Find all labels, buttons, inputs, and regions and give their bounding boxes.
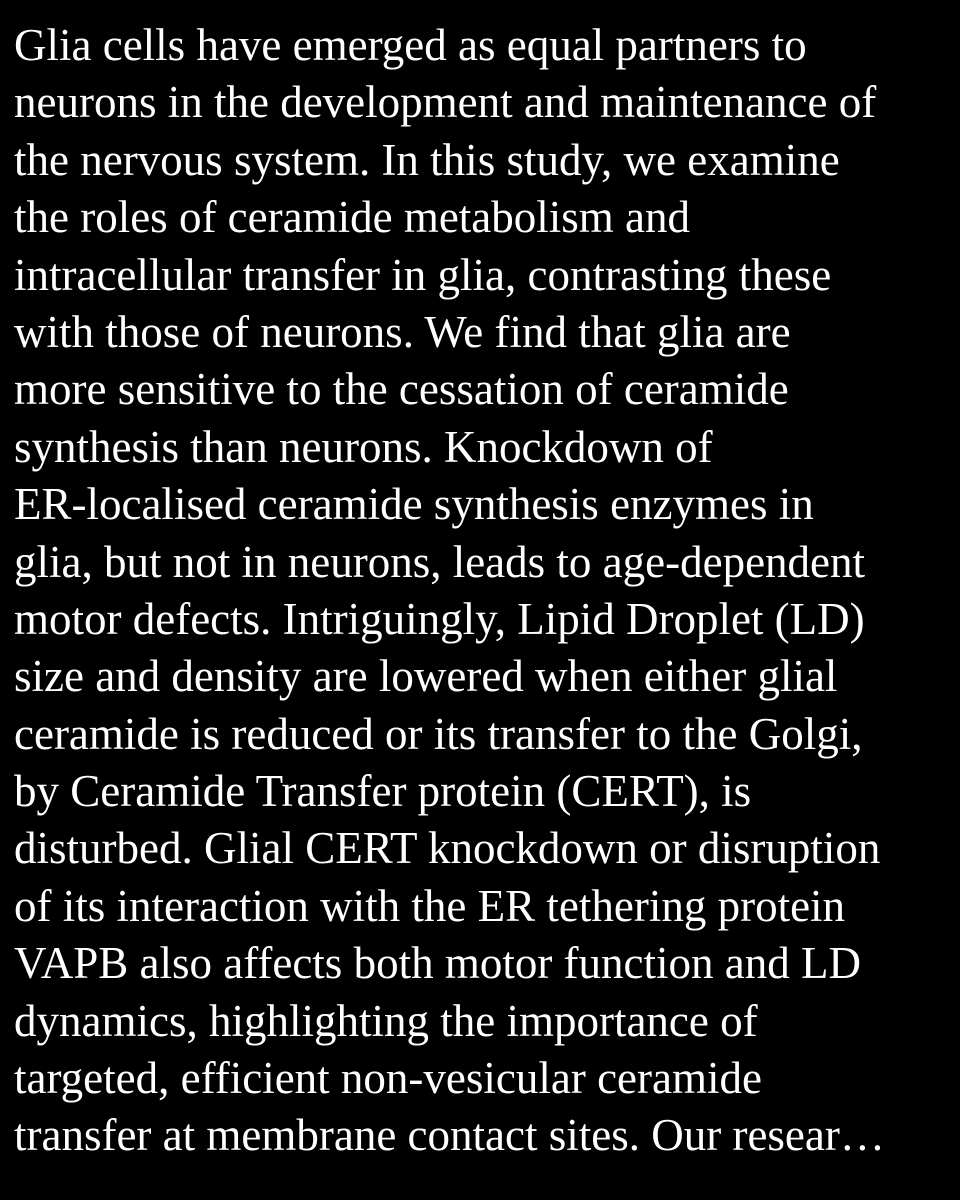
- abstract-line: ceramide is reduced or its transfer to the Golgi,: [14, 708, 863, 759]
- abstract-line: targeted, efficient non-vesicular ceramide: [14, 1053, 762, 1104]
- abstract-line: more sensitive to the cessation of ceramide: [14, 364, 789, 415]
- abstract-line: transfer at membrane contact sites. Our resear…: [14, 1110, 885, 1161]
- abstract-line: disturbed. Glial CERT knockdown or disruption: [14, 823, 881, 874]
- abstract-line: neurons in the development and maintenance of: [14, 77, 877, 128]
- abstract-line: Glia cells have emerged as equal partners to: [14, 20, 807, 70]
- abstract-line: synthesis than neurons. Knockdown of: [14, 421, 713, 472]
- abstract-line: glia, but not in neurons, leads to age-dependent: [14, 536, 866, 587]
- abstract-line: with those of neurons. We find that glia are: [14, 306, 791, 357]
- abstract-line: ER-localised ceramide synthesis enzymes in: [14, 479, 814, 530]
- abstract-text: [14, 17, 954, 1165]
- abstract-line: the roles of ceramide metabolism and: [14, 192, 691, 243]
- abstract-line: size and density are lowered when either glial: [14, 651, 838, 702]
- abstract-line: motor defects. Intriguingly, Lipid Droplet (LD): [14, 593, 865, 644]
- abstract-line: intracellular transfer in glia, contrasting these: [14, 249, 832, 300]
- abstract-line: by Ceramide Transfer protein (CERT), is: [14, 766, 752, 817]
- abstract-line: VAPB also affects both motor function and LD: [14, 938, 861, 989]
- abstract-line: of its interaction with the ER tethering protein: [14, 880, 846, 931]
- abstract-line: dynamics, highlighting the importance of: [14, 995, 758, 1046]
- abstract-line: the nervous system. In this study, we examine: [14, 134, 840, 185]
